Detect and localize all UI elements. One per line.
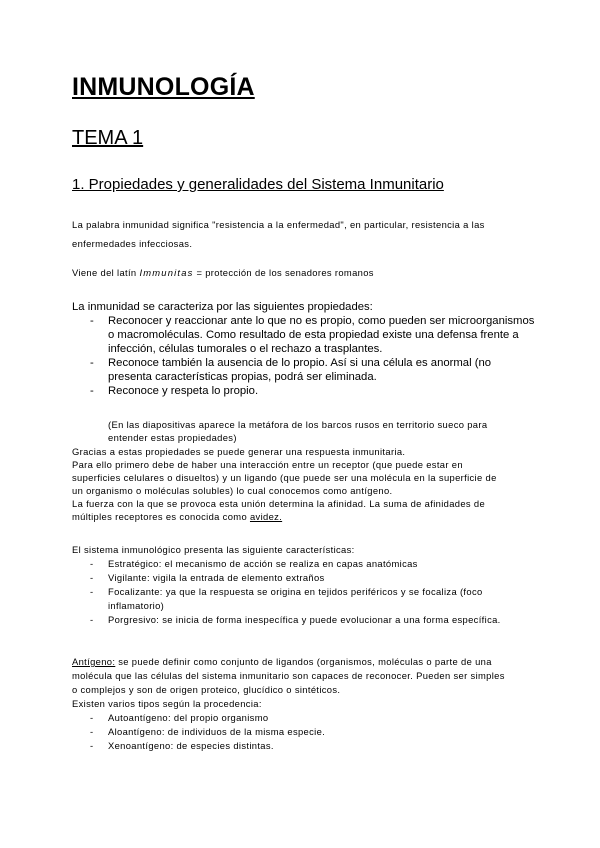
list-item xyxy=(72,711,532,725)
list-item-line: Estratégico: el mecanismo de acción se realiza en capas anatómicas xyxy=(108,558,418,569)
tema-heading: TEMA 1 xyxy=(72,127,144,149)
response-line: Para ello primero debe de haber una interacción entre un receptor (que puede estar en xyxy=(72,459,463,470)
note-line: (En las diapositivas aparece la metáfora de los barcos rusos en territorio sueco para xyxy=(108,419,488,430)
dash-bullet: - xyxy=(90,315,94,327)
note-line: entender estas propiedades) xyxy=(108,432,237,443)
response-line: Gracias a estas propiedades se puede generar una respuesta inmunitaria. xyxy=(72,446,406,457)
list-item xyxy=(72,384,532,398)
list-item-line: presenta características propias, podrá ser eliminada. xyxy=(108,371,377,383)
antigeno-first-line: se puede definir como conjunto de ligandos (organismos, moléculas o parte de una xyxy=(115,656,492,667)
properties-heading: La inmunidad se caracteriza por las siguientes propiedades: xyxy=(72,301,373,313)
list-item-line: infección, células tumorales o el rechazo a trasplantes. xyxy=(108,343,383,355)
list-item xyxy=(72,314,535,356)
list-item-line: Focalizante: ya que la respuesta se origina en tejidos periféricos y se focaliza (foco xyxy=(108,586,483,597)
list-item-line: Vigilante: vigila la entrada de elemento extraños xyxy=(108,572,325,583)
list-item-line: inflamatorio) xyxy=(108,600,165,611)
list-item-line: Aloantígeno: de individuos de la misma especie. xyxy=(108,726,326,737)
characteristics-heading: El sistema inmunológico presenta las siguiente características: xyxy=(72,544,355,555)
characteristics-list xyxy=(72,557,532,627)
list-item-line: o macromoléculas. Como resultado de esta propiedad existe una defensa frente a xyxy=(108,329,519,341)
dash-bullet: - xyxy=(90,558,94,569)
antigeno-list xyxy=(72,711,532,753)
list-item xyxy=(72,557,532,571)
list-item xyxy=(72,613,532,627)
list-item xyxy=(72,585,532,613)
avidez-prefix: múltiples receptores es conocida como xyxy=(72,511,250,522)
list-item-line: Reconoce y respeta lo propio. xyxy=(108,385,259,397)
dash-bullet: - xyxy=(90,726,94,737)
properties-list xyxy=(72,314,535,398)
document-title: INMUNOLOGÍA xyxy=(72,73,255,101)
latin-suffix: = protección de los senadores romanos xyxy=(193,267,374,278)
response-line: un organismo o moléculas solubles) lo cual conocemos como antígeno. xyxy=(72,485,393,496)
list-item-line: Porgresivo: se inicia de forma inespecífica y puede evolucionar a una forma específica. xyxy=(108,614,501,625)
list-item xyxy=(72,725,532,739)
antigeno-line: Existen varios tipos según la procedencia: xyxy=(72,698,262,709)
section-heading: 1. Propiedades y generalidades del Sistema Inmunitario xyxy=(72,176,444,193)
properties-section xyxy=(72,300,535,398)
latin-prefix: Viene del latín xyxy=(72,267,140,278)
intro-line: enfermedades infecciosas. xyxy=(72,238,193,249)
antigeno-term: Antígeno: xyxy=(72,656,116,667)
response-line: La fuerza con la que se provoca esta unión determina la afinidad. La suma de afinidades de xyxy=(72,498,486,509)
note-paragraph xyxy=(108,418,538,444)
dash-bullet: - xyxy=(90,740,94,751)
antigeno-section xyxy=(72,655,532,753)
characteristics-section xyxy=(72,543,532,627)
list-item xyxy=(72,739,532,753)
dash-bullet: - xyxy=(90,614,94,625)
intro-line: La palabra inmunidad significa "resistencia a la enfermedad", en particular, resistencia a las xyxy=(72,219,485,230)
list-item xyxy=(72,571,532,585)
list-item-line: Xenoantígeno: de especies distintas. xyxy=(108,740,274,751)
response-paragraph xyxy=(72,445,532,523)
dash-bullet: - xyxy=(90,586,94,597)
dash-bullet: - xyxy=(90,572,94,583)
dash-bullet: - xyxy=(90,712,94,723)
list-item xyxy=(72,356,532,384)
antigeno-line: o complejos y son de origen proteico, glucídico o sintéticos. xyxy=(72,684,341,695)
list-item-line: Autoantígeno: del propio organismo xyxy=(108,712,269,723)
response-line: superficies celulares o disueltos) y un ligando (que puede ser una molécula en la superficie de xyxy=(72,472,497,483)
antigeno-line: molécula que las células del sistema inmunitario son capaces de reconocer. Pueden ser simples xyxy=(72,670,505,681)
intro-paragraph xyxy=(72,215,532,253)
dash-bullet: - xyxy=(90,357,94,369)
latin-word: Immunitas xyxy=(139,267,194,278)
list-item-line: Reconoce también la ausencia de lo propio. Así si una célula es anormal (no xyxy=(108,357,492,369)
avidez-term: avidez. xyxy=(249,511,283,522)
latin-paragraph xyxy=(72,266,532,279)
list-item-line: Reconocer y reaccionar ante lo que no es propio, como pueden ser microorganismos xyxy=(108,315,535,327)
dash-bullet: - xyxy=(90,385,94,397)
